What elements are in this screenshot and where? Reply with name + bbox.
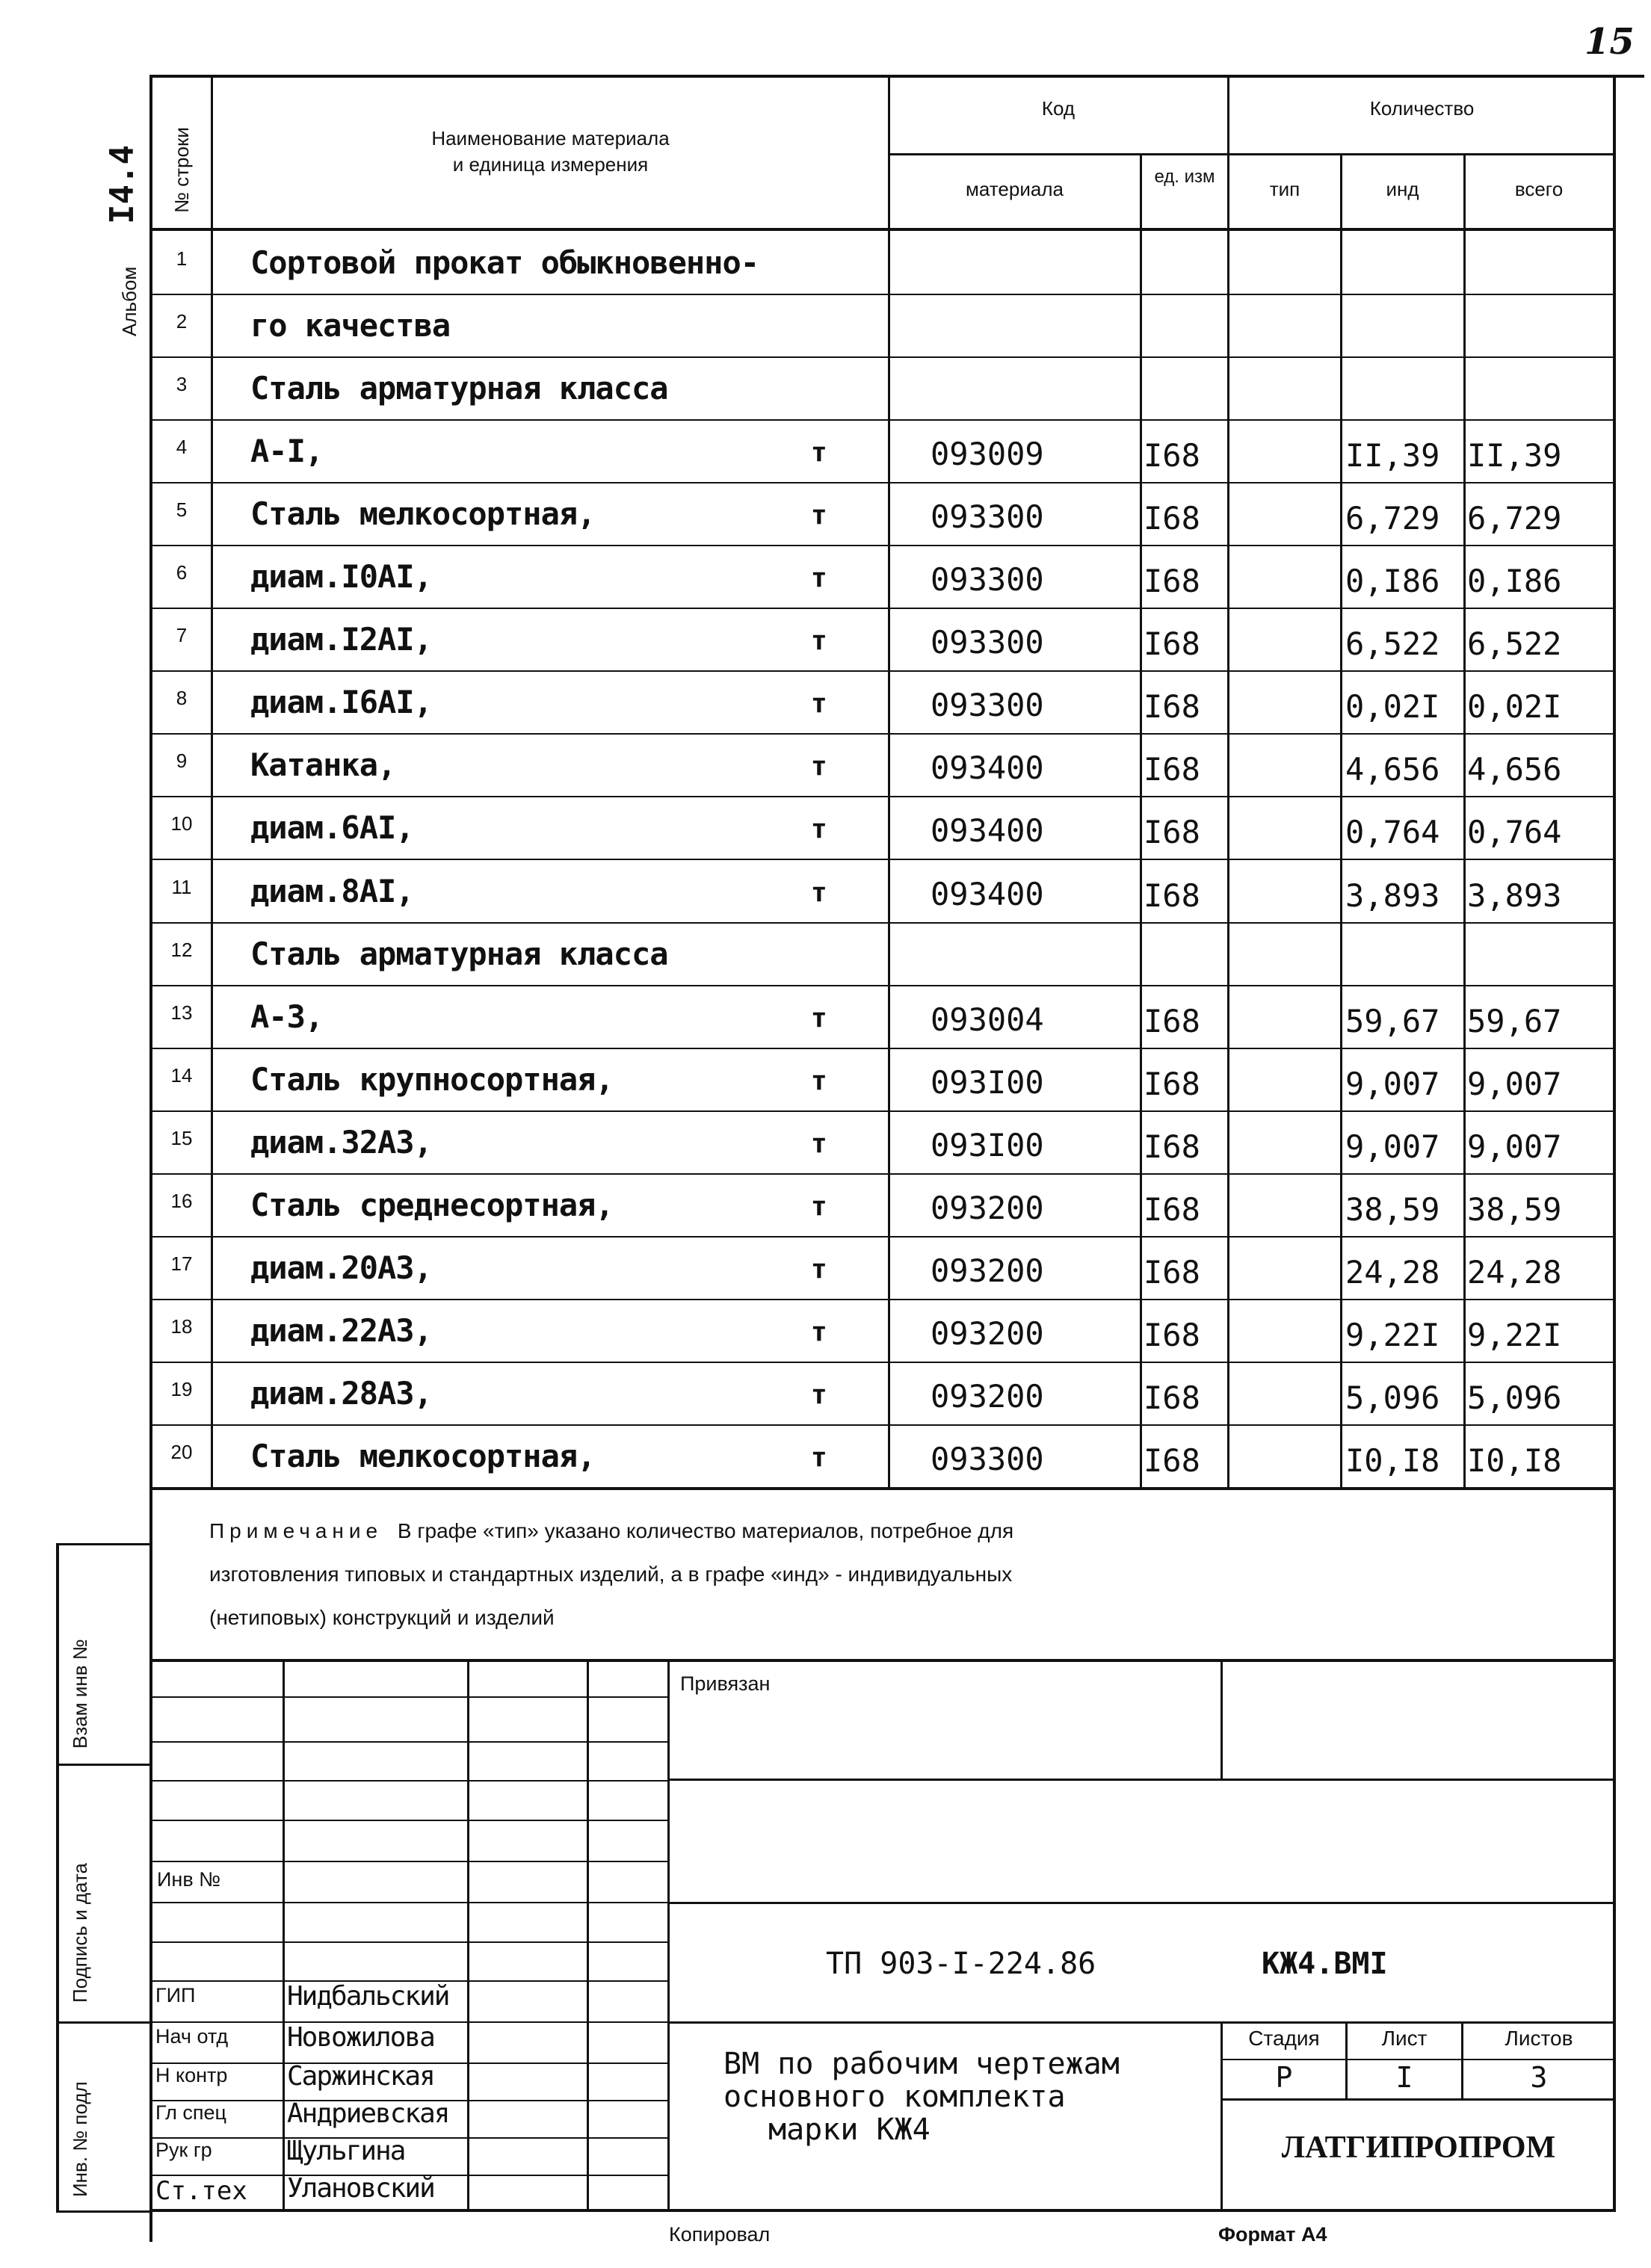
listov-value: 3 xyxy=(1530,2061,1548,2094)
organization-name: ЛАТГИПРОПРОМ xyxy=(1281,2131,1556,2165)
table-row-divider xyxy=(149,608,1614,609)
table-row-divider xyxy=(149,294,1614,295)
inv-no-label: Инв № xyxy=(157,1868,221,1891)
material-name: диам.I2AI, xyxy=(250,621,432,658)
material-name: А-I, xyxy=(250,433,324,469)
material-name: Сталь мелкосортная, xyxy=(250,1438,596,1474)
unit-code: I68 xyxy=(1144,563,1200,599)
qty-ind: 5,096 xyxy=(1345,1379,1440,1416)
table-row-divider xyxy=(149,985,1614,986)
table-row-divider xyxy=(149,796,1614,797)
row-number: 14 xyxy=(170,1064,193,1087)
unit-code: I68 xyxy=(1144,688,1200,725)
row-number: 19 xyxy=(170,1378,193,1400)
qty-total: 9,007 xyxy=(1467,1128,1562,1165)
table-row-divider xyxy=(149,733,1614,735)
qty-tip-header: тип xyxy=(1269,178,1300,200)
qty-total: 24,28 xyxy=(1467,1254,1562,1291)
table-row-divider xyxy=(149,922,1614,924)
qty-ind: 38,59 xyxy=(1345,1191,1440,1228)
unit-of-measure: т xyxy=(811,1317,827,1347)
unit-code: I68 xyxy=(1144,437,1200,474)
qty-ind: 9,007 xyxy=(1345,1066,1440,1102)
unit-of-measure: т xyxy=(811,500,827,531)
table-row-divider xyxy=(149,482,1614,483)
table-row-divider xyxy=(149,1173,1614,1175)
document-code: ТП 903-I-224.86 xyxy=(826,1947,1096,1981)
row-number: 9 xyxy=(176,750,188,772)
qty-ind: 0,02I xyxy=(1345,688,1440,725)
material-code: 093200 xyxy=(931,1378,1044,1415)
stamp-title-line2: основного комплекта xyxy=(723,2080,1066,2114)
qty-total: 38,59 xyxy=(1467,1191,1562,1228)
qty-total: 59,67 xyxy=(1467,1003,1562,1039)
qty-total: 6,729 xyxy=(1467,500,1562,537)
row-number: 6 xyxy=(176,561,188,584)
qty-ind: 0,I86 xyxy=(1345,563,1440,599)
row-number: 12 xyxy=(170,939,193,961)
qty-ind-header: инд xyxy=(1386,178,1419,200)
qty-total: I0,I8 xyxy=(1467,1442,1562,1479)
stamp-person-name: Улановский xyxy=(287,2173,434,2204)
row-number-header: № строки xyxy=(170,127,193,213)
material-code: 093200 xyxy=(931,1252,1044,1289)
material-code: 093004 xyxy=(931,1001,1044,1038)
name-header-line1: Наименование материала xyxy=(431,127,670,149)
material-name: диам.I6AI, xyxy=(250,684,432,720)
qty-total: 4,656 xyxy=(1467,751,1562,788)
qty-ind: I0,I8 xyxy=(1345,1442,1440,1479)
qty-ind: 3,893 xyxy=(1345,877,1440,914)
unit-of-measure: т xyxy=(811,625,827,656)
row-number: 8 xyxy=(176,687,188,709)
format-label: Формат А4 xyxy=(1218,2223,1327,2246)
unit-of-measure: т xyxy=(811,877,827,908)
unit-code: I68 xyxy=(1144,1191,1200,1228)
stamp-person-name: Нидбальский xyxy=(287,1981,449,2012)
material-code: 093300 xyxy=(931,687,1044,723)
code-header: Код xyxy=(1041,97,1076,120)
material-name: Катанка, xyxy=(250,747,396,783)
document-mark: КЖ4.ВМI xyxy=(1262,1947,1388,1981)
stamp-person-name: Андриевская xyxy=(287,2098,449,2129)
material-name: диам.28А3, xyxy=(250,1375,432,1412)
material-code: 093200 xyxy=(931,1190,1044,1226)
qty-total: 0,02I xyxy=(1467,688,1562,725)
qty-total: 9,007 xyxy=(1467,1066,1562,1102)
qty-total: 6,522 xyxy=(1467,625,1562,662)
table-row-divider xyxy=(149,859,1614,860)
material-name: диам.20А3, xyxy=(250,1249,432,1286)
unit-code: I68 xyxy=(1144,751,1200,788)
qty-ind: 9,007 xyxy=(1345,1128,1440,1165)
unit-of-measure: т xyxy=(811,563,827,593)
material-code: 093400 xyxy=(931,876,1044,912)
unit-of-measure: т xyxy=(811,437,827,468)
unit-code: I68 xyxy=(1144,500,1200,537)
row-number: 10 xyxy=(170,812,193,835)
row-number: 11 xyxy=(171,876,192,898)
table-row-divider xyxy=(149,670,1614,672)
table-row-divider xyxy=(149,1048,1614,1049)
qty-total: 0,I86 xyxy=(1467,563,1562,599)
material-code: 093400 xyxy=(931,750,1044,786)
material-code: 093I00 xyxy=(931,1064,1044,1101)
row-number: 4 xyxy=(176,436,188,458)
unit-of-measure: т xyxy=(811,1191,827,1222)
unit-of-measure: т xyxy=(811,751,827,782)
material-code: 093I00 xyxy=(931,1127,1044,1164)
stamp-person-name: Саржинская xyxy=(287,2061,434,2092)
page-number: 15 xyxy=(1584,21,1635,63)
quantity-header: Количество xyxy=(1369,97,1475,120)
row-number: 15 xyxy=(170,1127,193,1149)
qty-total: II,39 xyxy=(1467,437,1562,474)
material-code: 093009 xyxy=(931,436,1044,472)
qty-ind: 4,656 xyxy=(1345,751,1440,788)
row-number: 17 xyxy=(170,1252,193,1275)
row-number: 13 xyxy=(170,1001,193,1024)
material-name: Сталь арматурная класса xyxy=(250,936,668,972)
row-number: 18 xyxy=(170,1315,193,1338)
qty-ind: 6,522 xyxy=(1345,625,1440,662)
qty-total: 5,096 xyxy=(1467,1379,1562,1416)
unit-of-measure: т xyxy=(811,1379,827,1410)
stamp-role: ГИП xyxy=(155,1984,196,2006)
qty-ind: 9,22I xyxy=(1345,1317,1440,1353)
row-number: 20 xyxy=(170,1441,193,1463)
table-row-divider xyxy=(149,1236,1614,1237)
list-value: I xyxy=(1395,2061,1413,2094)
row-number: 1 xyxy=(176,247,188,270)
row-number: 16 xyxy=(170,1190,193,1212)
material-name: Сталь арматурная класса xyxy=(250,370,668,407)
unit-of-measure: т xyxy=(811,1128,827,1159)
table-row-divider xyxy=(149,356,1614,358)
unit-code: I68 xyxy=(1144,1379,1200,1416)
material-name: диам.6AI, xyxy=(250,809,414,846)
album-number: I4.4 xyxy=(103,145,141,224)
stamp-person-name: Щульгина xyxy=(287,2136,405,2166)
unit-code: I68 xyxy=(1144,1003,1200,1039)
unit-code: I68 xyxy=(1144,814,1200,850)
album-label: Альбом xyxy=(118,266,141,336)
qty-ind: 0,764 xyxy=(1345,814,1440,850)
table-row-divider xyxy=(149,1110,1614,1112)
stamp-title xyxy=(723,2048,1120,2146)
qty-ind: 24,28 xyxy=(1345,1254,1440,1291)
material-name: диам.22А3, xyxy=(250,1312,432,1349)
material-code: 093400 xyxy=(931,812,1044,849)
row-number: 5 xyxy=(176,498,188,521)
material-name: диам.8AI, xyxy=(250,873,414,909)
unit-code: I68 xyxy=(1144,1317,1200,1353)
material-name: Сталь крупносортная, xyxy=(250,1061,614,1098)
material-name: диам.I0AI, xyxy=(250,558,432,595)
qty-total: 3,893 xyxy=(1467,877,1562,914)
unit-code: I68 xyxy=(1144,625,1200,662)
material-name: Сортовой прокат обыкновенно- xyxy=(250,244,759,281)
unit-of-measure: т xyxy=(811,1254,827,1285)
unit-code: I68 xyxy=(1144,1254,1200,1291)
stamp-title-line1: ВМ по рабочим чертежам xyxy=(723,2047,1120,2081)
code-material-header: материала xyxy=(966,178,1064,200)
note-line3: (нетиповых) конструкций и изделий xyxy=(209,1606,555,1629)
list-label: Лист xyxy=(1381,2027,1428,2050)
stadia-value: Р xyxy=(1275,2061,1293,2094)
stadia-label: Стадия xyxy=(1248,2027,1320,2050)
inv-podl-label: Инв. № подл xyxy=(69,2081,91,2197)
code-unit-header: ед. изм xyxy=(1154,167,1215,187)
listov-label: Листов xyxy=(1505,2027,1573,2050)
unit-of-measure: т xyxy=(811,1003,827,1033)
qty-ind: 6,729 xyxy=(1345,500,1440,537)
unit-of-measure: т xyxy=(811,1066,827,1096)
material-code: 093200 xyxy=(931,1315,1044,1352)
stamp-person-name: Новожилова xyxy=(287,2022,434,2053)
stamp-role: Нач отд xyxy=(155,2025,229,2048)
row-number: 2 xyxy=(176,310,188,333)
podpis-data-label: Подпись и дата xyxy=(69,1862,91,2003)
table-row-divider xyxy=(149,1362,1614,1363)
unit-of-measure: т xyxy=(811,1442,827,1473)
privyazan-label: Привязан xyxy=(680,1672,771,1695)
note-block xyxy=(209,1510,1599,1640)
material-name: Сталь мелкосортная, xyxy=(250,495,596,532)
name-header-line2: и единица измерения xyxy=(452,153,649,176)
row-number: 7 xyxy=(176,624,188,646)
table-row-divider xyxy=(149,419,1614,421)
unit-of-measure: т xyxy=(811,814,827,844)
qty-total-header: всего xyxy=(1514,178,1564,200)
unit-code: I68 xyxy=(1144,1442,1200,1479)
stamp-role: Н контр xyxy=(155,2064,228,2086)
note-title: Примечание xyxy=(209,1519,383,1542)
material-code: 093300 xyxy=(931,1441,1044,1477)
material-code: 093300 xyxy=(931,624,1044,661)
qty-ind: 59,67 xyxy=(1345,1003,1440,1039)
copied-label: Копировал xyxy=(669,2223,771,2246)
qty-total: 9,22I xyxy=(1467,1317,1562,1353)
unit-code: I68 xyxy=(1144,1128,1200,1165)
unit-of-measure: т xyxy=(811,688,827,719)
row-number: 3 xyxy=(176,373,188,395)
qty-total: 0,764 xyxy=(1467,814,1562,850)
table-row-divider xyxy=(149,1299,1614,1300)
stamp-role: Рук гр xyxy=(155,2139,212,2161)
table-row-divider xyxy=(149,545,1614,546)
qty-ind: II,39 xyxy=(1345,437,1440,474)
material-code: 093300 xyxy=(931,561,1044,598)
material-name: го качества xyxy=(250,307,451,344)
unit-code: I68 xyxy=(1144,1066,1200,1102)
material-name: диам.32А3, xyxy=(250,1124,432,1161)
note-line1: В графе «тип» указано количество материалов, потребное для xyxy=(397,1519,1014,1542)
stamp-title-line3: марки КЖ4 xyxy=(768,2113,931,2147)
material-name: Сталь среднесортная, xyxy=(250,1187,614,1223)
vzam-inv-label: Взам инв № xyxy=(69,1639,91,1749)
material-code: 093300 xyxy=(931,498,1044,535)
note-line2: изготовления типовых и стандартных изделий, а в графе «инд» - индивидуальных xyxy=(209,1563,1013,1586)
material-name: А-3, xyxy=(250,998,324,1035)
table-row-divider xyxy=(149,1424,1614,1426)
unit-code: I68 xyxy=(1144,877,1200,914)
stamp-role: Гл спец xyxy=(155,2101,226,2124)
stamp-role: Ст.тех xyxy=(155,2176,247,2206)
